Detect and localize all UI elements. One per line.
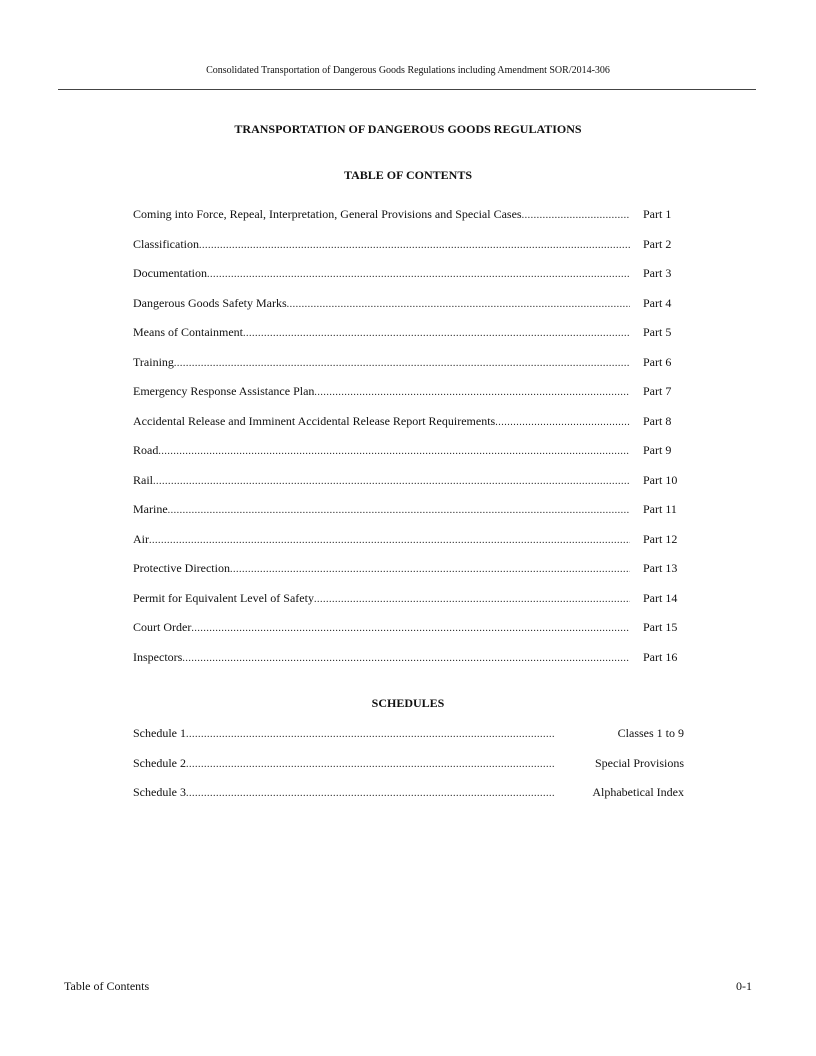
toc-entry-part-1[interactable] [133, 206, 685, 236]
dot-leader [182, 651, 630, 667]
toc-entry-part: Part 12 [643, 531, 678, 546]
document-title: TRANSPORTATION OF DANGEROUS GOODS REGULATIONS [234, 122, 582, 136]
toc-entry-part: Part 10 [643, 472, 678, 487]
dot-leader [153, 474, 630, 490]
footer-page-number: 0-1 [736, 979, 752, 993]
toc-entry-label: Means of Containment [133, 325, 243, 339]
schedule-label: Schedule 3 [133, 785, 186, 799]
toc-entry-part-13[interactable] [133, 560, 685, 590]
dot-leader [174, 356, 630, 372]
toc-entry-label: Marine [133, 502, 168, 516]
toc-entry-part: Part 2 [643, 236, 672, 251]
toc-entry-label: Inspectors [133, 649, 183, 664]
schedule-description: Special Provisions [595, 755, 684, 770]
header-divider [58, 89, 756, 90]
dot-leader [243, 326, 630, 342]
toc-entry-part: Part 14 [643, 590, 678, 605]
schedule-description: Alphabetical Index [592, 785, 684, 799]
toc-entry-part-2[interactable] [133, 236, 685, 266]
schedule-label: Schedule 1 [133, 726, 186, 740]
toc-entry-part-12[interactable] [133, 531, 685, 561]
dot-leader [522, 208, 630, 224]
dot-leader [191, 621, 630, 637]
toc-entry-part-15[interactable] [133, 619, 685, 649]
schedule-entry-2[interactable] [133, 755, 684, 785]
toc-entry-label: Road [133, 443, 159, 457]
toc-entry-part: Part 1 [643, 207, 672, 221]
dot-leader [158, 444, 630, 460]
toc-entry-part-10[interactable] [133, 472, 685, 502]
toc-entry-part-6[interactable] [133, 354, 685, 384]
toc-entry-label: Air [133, 531, 149, 546]
toc-entry-part-14[interactable] [133, 590, 685, 620]
schedules-heading: SCHEDULES [371, 696, 445, 710]
toc-entry-part-9[interactable] [133, 442, 685, 472]
dot-leader [186, 727, 554, 743]
schedule-entry-1[interactable] [133, 725, 684, 755]
toc-entry-part: Part 13 [643, 561, 678, 575]
dot-leader [314, 592, 630, 608]
dot-leader [230, 562, 630, 578]
schedule-entry-3[interactable] [133, 784, 684, 814]
dot-leader [149, 533, 630, 549]
running-header: Consolidated Transportation of Dangerous Goods Regulations including Amendment SOR/2014-306 [206, 65, 610, 76]
toc-entry-part-7[interactable] [133, 383, 685, 413]
schedule-description: Classes 1 to 9 [617, 726, 684, 740]
toc-entry-part: Part 6 [643, 354, 672, 369]
toc-entry-label: Rail [133, 472, 153, 487]
dot-leader [199, 238, 630, 254]
toc-entry-label: Permit for Equivalent Level of Safety [133, 590, 314, 605]
dot-leader [186, 786, 554, 802]
toc-entry-part-5[interactable] [133, 324, 685, 354]
toc-entry-part: Part 3 [643, 266, 672, 280]
dot-leader [168, 503, 630, 519]
table-of-contents [133, 206, 685, 678]
schedules-list [133, 725, 684, 814]
toc-entry-part-8[interactable] [133, 413, 685, 443]
schedule-label: Schedule 2 [133, 755, 186, 770]
dot-leader [207, 267, 630, 283]
toc-entry-part-4[interactable] [133, 295, 685, 325]
dot-leader [287, 297, 630, 313]
toc-entry-part-3[interactable] [133, 265, 685, 295]
dot-leader [495, 415, 630, 431]
footer-section-name: Table of Contents [64, 979, 150, 993]
toc-entry-label: Documentation [133, 266, 207, 280]
toc-entry-part: Part 7 [643, 384, 672, 398]
toc-entry-part: Part 16 [643, 649, 678, 664]
toc-entry-part: Part 11 [643, 502, 677, 516]
toc-entry-label: Court Order [133, 620, 192, 634]
toc-entry-part: Part 4 [643, 295, 672, 310]
toc-entry-label: Emergency Response Assistance Plan [133, 384, 315, 398]
toc-heading: TABLE OF CONTENTS [343, 168, 473, 182]
toc-entry-part: Part 8 [643, 413, 672, 428]
toc-entry-label: Dangerous Goods Safety Marks [133, 295, 287, 310]
toc-entry-label: Accidental Release and Imminent Accidental Release Report Requirements [133, 413, 496, 428]
toc-entry-label: Coming into Force, Repeal, Interpretation, General Provisions and Special Cases [133, 207, 522, 221]
toc-entry-label: Classification [133, 236, 199, 251]
toc-entry-label: Training [133, 354, 174, 369]
dot-leader [186, 757, 554, 773]
toc-entry-part-16[interactable] [133, 649, 685, 679]
toc-entry-part: Part 9 [643, 443, 672, 457]
toc-entry-part: Part 15 [643, 620, 678, 634]
toc-entry-part: Part 5 [643, 325, 672, 339]
toc-entry-part-11[interactable] [133, 501, 685, 531]
dot-leader [314, 385, 630, 401]
toc-entry-label: Protective Direction [133, 561, 230, 575]
